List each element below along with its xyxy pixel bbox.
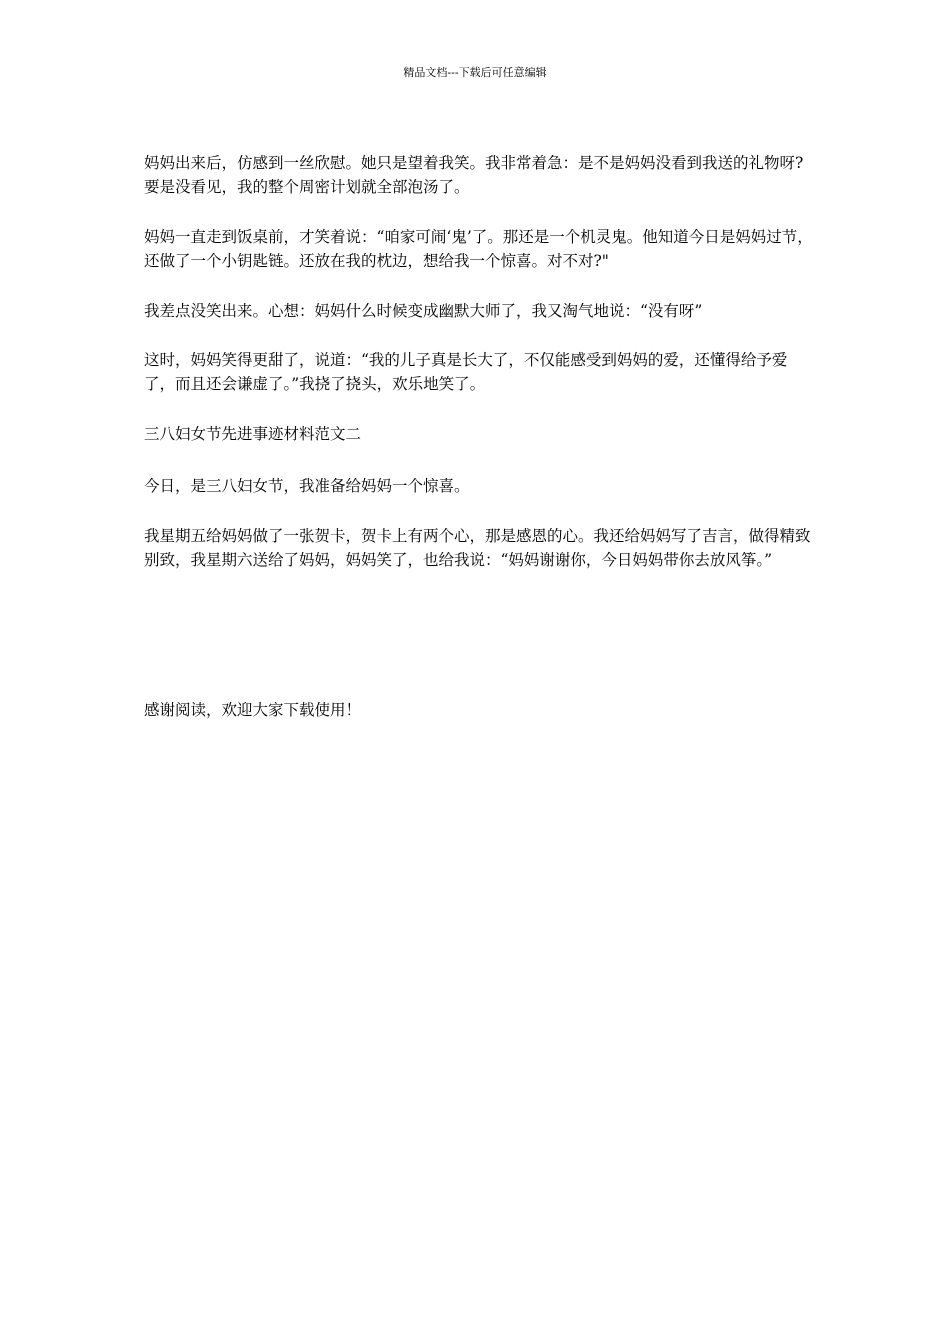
paragraph-2: 妈妈一直走到饭桌前，才笑着说：“咱家可闹‘鬼’了。那还是一个机灵鬼。他知道今日是妈妈过节，还做了一个小钥匙链。还放在我的枕边，想给我一个惊喜。对不对?" — [144, 228, 813, 270]
paragraph-6: 我星期五给妈妈做了一张贺卡，贺卡上有两个心，那是感恩的心。我还给妈妈写了吉言，做得精致别致，我星期六送给了妈妈，妈妈笑了，也给我说：“妈妈谢谢你，今日妈妈带你去放风筝。” — [144, 527, 811, 569]
page-header: 精品文档---下载后可任意编辑 — [403, 66, 547, 79]
paragraph-5: 今日，是三八妇女节，我准备给妈妈一个惊喜。 — [144, 477, 470, 495]
paragraph-1: 妈妈出来后，仿感到一丝欣慰。她只是望着我笑。我非常着急：是不是妈妈没看到我送的礼物呀?要是没看见，我的整个周密计划就全部泡汤了。 — [144, 154, 804, 196]
section-title: 三八妇女节先进事迹材料范文二 — [144, 425, 362, 443]
paragraph-3: 我差点没笑出来。心想：妈妈什么时候变成幽默大师了，我又淘气地说：“没有呀” — [144, 302, 703, 320]
paragraph-4: 这时，妈妈笑得更甜了，说道：“我的儿子真是长大了，不仅能感受到妈妈的爱，还懂得给予爱了，而且还会谦虚了。”我挠了挠头，欢乐地笑了。 — [144, 351, 788, 393]
closing-note: 感谢阅读，欢迎大家下载使用！ — [144, 701, 362, 719]
